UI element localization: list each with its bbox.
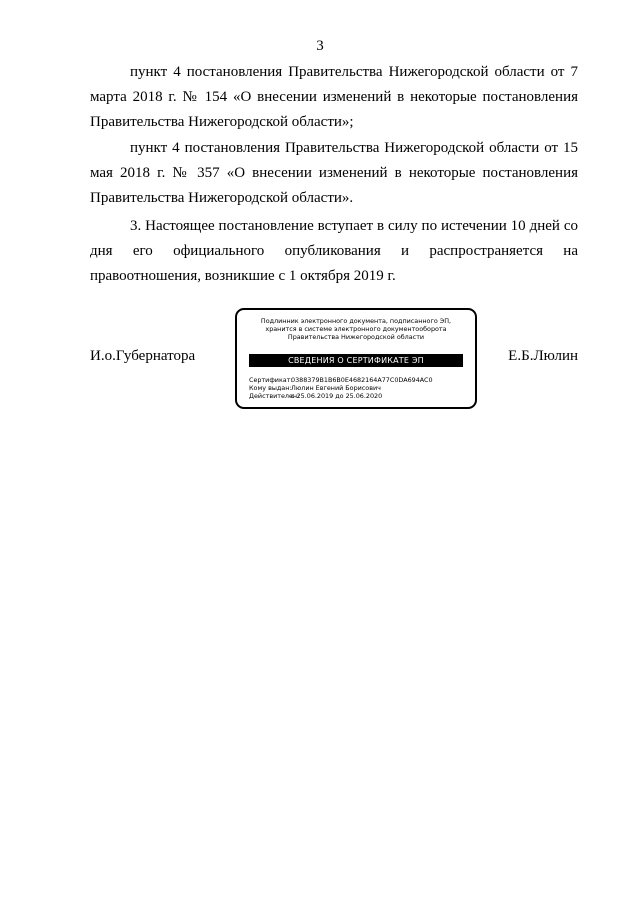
issued-to-value: Люлин Евгений Борисович <box>291 384 381 392</box>
paragraph-item-1: пункт 4 постановления Правительства Нижегородской области от 7 марта 2018 г. № 154 «О внесении изменений в некоторые постановления Правительства Нижегородской области»; <box>90 64 578 130</box>
certificate-value: 0388379B1B6B0E4682164A77C0DA694AC0 <box>291 376 433 384</box>
signatory-position: И.о.Губернатора <box>90 348 196 364</box>
stamp-notice-line: Подлинник электронного документа, подписанного ЭП, <box>260 317 452 325</box>
stamp-notice-line: хранится в системе электронного документооборота <box>265 325 447 333</box>
digital-signature-stamp <box>235 308 477 409</box>
validity-value: с 25.06.2019 до 25.06.2020 <box>291 392 383 400</box>
certificate-row <box>249 376 467 384</box>
stamp-header: СВЕДЕНИЯ О СЕРТИФИКАТЕ ЭП <box>249 354 463 367</box>
paragraph-item-3: 3. Настоящее постановление вступает в силу по истечении 10 дней со дня его официального опубликования и распространяется на правоотношения, возникшие с 1 октября 2019 г. <box>90 218 578 284</box>
issued-to-row <box>249 384 467 392</box>
stamp-notice <box>243 317 469 341</box>
certificate-label: Сертификат: <box>249 376 293 384</box>
stamp-notice-line: Правительства Нижегородской области <box>287 333 425 341</box>
issued-to-label: Кому выдан: <box>249 384 292 392</box>
page-number: 3 <box>316 38 324 54</box>
signatory-name: Е.Б.Люлин <box>508 348 578 364</box>
paragraph-item-2: пункт 4 постановления Правительства Нижегородской области от 15 мая 2018 г. № 357 «О внесении изменений в некоторые постановления Правительства Нижегородской области». <box>90 140 578 206</box>
validity-label: Действителен: <box>249 392 300 400</box>
stamp-details <box>249 376 467 400</box>
validity-row <box>249 392 467 400</box>
